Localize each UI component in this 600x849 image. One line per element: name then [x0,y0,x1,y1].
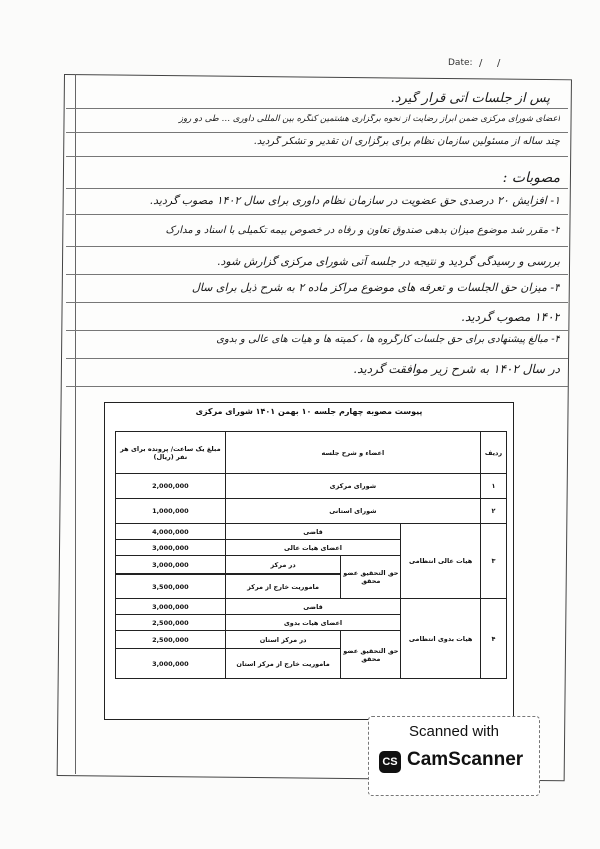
date-slash: / [497,58,501,69]
outside-amount: 3,500,000 [116,575,226,599]
handwritten-line: چند ساله از مسئولین سازمان نظام برای برگزاری آن تقدیر و تشکر گردید. [253,136,560,147]
row-index: ۴ [481,599,507,679]
group-label: هیات بدوی انتظامی [401,599,481,679]
handwritten-line: ۱۴۰۲ مصوب گردید. [461,310,560,324]
outside-amount: 3,000,000 [116,649,226,679]
handwritten-line: در سال ۱۴۰۲ به شرح زیر موافقت گردید. [353,362,560,376]
date-label: Date: [448,58,473,68]
handwritten-heading: مصوبات : [502,170,560,186]
judge-label: قاضی [225,599,401,615]
header-row-number: ردیف [481,432,507,474]
camscanner-name: CamScanner [407,749,524,770]
investigator-label: حق التحقیق عضو محقق [341,556,401,599]
members-amount: 2,500,000 [116,615,226,631]
attached-table [104,402,514,720]
ruled-line [66,330,568,331]
ruled-line [66,246,568,247]
outside-label: ماموریت خارج از مرکز [225,575,341,599]
handwritten-line: ۱- افزایش ۲۰ درصدی حق عضویت در سازمان نظام داوری برای سال ۱۴۰۲ مصوب گردید. [149,194,560,207]
group-label: هیات عالی انتظامی [401,524,481,599]
camscanner-logo-icon: CS [379,751,401,773]
row-amount: 1,000,000 [116,499,226,524]
ruled-line [66,302,568,303]
row-label: شورای مرکزی [225,474,480,499]
judge-amount: 3,000,000 [116,599,226,615]
scanned-with-text: Scanned with [408,723,500,740]
table-row [116,499,507,524]
header-amount: مبلغ یک ساعت/ پرونده برای هر نفر (ریال) [116,432,226,474]
in-center-amount: 2,500,000 [116,631,226,649]
fee-table [115,431,507,679]
members-amount: 3,000,000 [116,540,226,556]
table-title: پیوست مصوبه چهارم جلسه ۱۰ بهمن ۱۴۰۱ شورای مرکزی [195,407,423,416]
table-row [116,599,507,615]
date-slash: / [479,58,483,69]
ruled-line [66,108,568,109]
handwritten-line: ۲- مقرر شد موضوع میزان بدهی صندوق تعاون و رفاه در خصوص بیمه تکمیلی با اسناد و مدارک [165,225,560,236]
ruled-line [66,214,568,215]
row-index: ۱ [481,474,507,499]
outside-label: ماموریت خارج از مرکز استان [225,649,341,679]
ruled-line [66,274,568,275]
judge-amount: 4,000,000 [116,524,226,540]
handwritten-line: بررسی و رسیدگی گردید و نتیجه در جلسه آتی شورای مرکزی گزارش شود. [217,255,560,268]
header-members: اعضاء و شرح جلسه [225,432,480,474]
handwritten-line: ۴- مبالغ پیشنهادی برای حق جلسات کارگروه ها ، کمیته ها و هیات های عالی و بدوی [216,334,560,345]
handwritten-line: ۳- میزان حق الجلسات و تعرفه های موضوع مراکز ماده ۲ به شرح ذیل برای سال [191,281,560,294]
members-label: اعضای هیات بدوی [225,615,401,631]
handwritten-line: اعضای شورای مرکزی ضمن ابراز رضایت از نحوه برگزاری هشتمین کنگره بین المللی داوری … طی دو روز [178,114,560,124]
judge-label: قاضی [225,524,401,540]
members-label: اعضای هیات عالی [225,540,401,556]
table-row [116,474,507,499]
table-header-row [116,432,507,474]
row-index: ۲ [481,499,507,524]
ruled-line [66,358,568,359]
table-row [116,524,507,540]
ruled-line [66,386,568,387]
investigator-label: حق التحقیق عضو محقق [341,631,401,679]
handwritten-line: پس از جلسات آتی قرار گیرد. [390,91,550,106]
in-center-label: در مرکز [225,556,341,574]
ruled-line [66,132,568,133]
ruled-line [66,156,568,157]
in-center-label: در مرکز استان [225,631,341,649]
row-amount: 2,000,000 [116,474,226,499]
margin-line [75,74,76,774]
row-label: شورای استانی [225,499,480,524]
ruled-line [66,188,568,189]
row-index: ۳ [481,524,507,599]
camscanner-watermark [368,716,540,796]
in-center-amount: 3,000,000 [116,556,226,574]
